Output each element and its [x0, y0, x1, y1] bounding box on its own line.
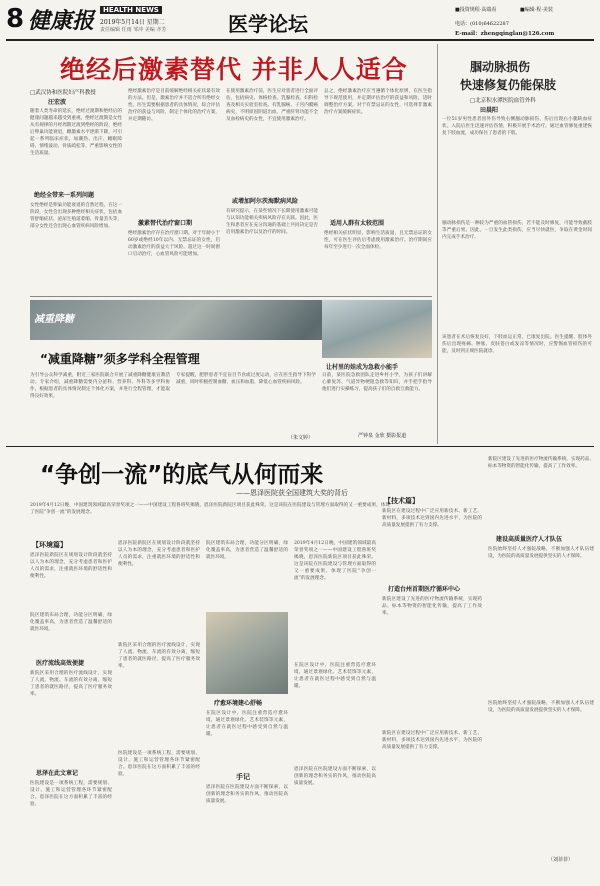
email: E-mail：zhengqinglan@126.com [455, 31, 555, 37]
date-line: 2019年5月14日 星期二 [100, 19, 165, 26]
feature-photo [206, 612, 288, 694]
article-subhead: 绝经全带来一系列问题 [34, 192, 95, 199]
feature-subtitle: ——恩泽医院获全国建筑大奖的背后 [236, 489, 348, 497]
section-title: 医学论坛 [228, 12, 308, 36]
article-subhead: 或增加阿尔茨海默病风险 [232, 198, 299, 205]
feature-subhead: 打造台州首期医疗循环中心 [388, 586, 461, 593]
reduce-title: “减重降糖”须多学科全程管理 [40, 352, 200, 366]
feature-text: 恩泽医院新院区在规划设计阶段就坚持以人为本的理念，充分考虑患者和医护人员的需求，注重就医环境的舒适性和便利性。 [118, 541, 200, 567]
feature-text: 恩泽医院新院区在规划设计阶段就坚持以人为本的理念，充分考虑患者和医护人员的需求，注重就医环境的舒适性和便利性。 [30, 553, 112, 579]
reduce-credit: （朱文婷） [288, 435, 314, 441]
side-byline-name: 田晨阳 [480, 107, 499, 114]
feature-photo-caption: 疗愈环境建心舒畅 [214, 700, 263, 707]
side-article-text: 腘动脉损伤是一种较为严重的血管损伤，若不能及时修复，可能导致截肢等严重后果。因此，一旦发生此类损伤，应当尽快就医，争取在黄金时间内完成手术治疗。 [442, 221, 592, 240]
feature-text: 医院建设是一项系统工程，需要规划、设计、施工和运营管理各环节紧密配合。恩泽医院在这方面积累了丰富的经验。 [30, 781, 112, 807]
feature-text: 在院区设计中，医院注重营造疗愈环境，通过景观绿化、艺术装饰等元素，让患者在就医过程中感受到自然与温暖。 [294, 663, 376, 689]
side-article-text: 该患者在术后恢复良好，下肢血运正常，已康复出院。医生提醒，肢体外伤后出现疼痛、肿胀、皮肤苍白或发凉等情况时，应警惕血管损伤的可能，及时到正规医院就诊。 [442, 335, 592, 354]
feature-text: 新院区采用合理的医疗流线设计，实现了人流、物流、车流的有效分离，缩短了患者的就医路径，提高了医疗服务效率。 [30, 671, 112, 697]
feature-text: 新院区建设了先进的医疗物流传输系统，实现药品、标本等物资的智能化传输，提高了工作效率。 [382, 597, 482, 616]
masthead-rule [6, 39, 594, 41]
article-text: 绝经激素治疗是目前缓解绝经相关症状最有效的方法。但是，激素治疗并不适合所有绝经女性。医生需要根据患者的具体情况，综合评估治疗的获益与风险，制定个体化的治疗方案，并定期随访。 [128, 89, 220, 122]
feature-credit: （刘菲菲） [548, 857, 574, 863]
side-subtitle: 快速修复仍能保肢 [460, 78, 557, 92]
feature-subhead: 手记 [236, 773, 250, 781]
side-title: 腘动脉损伤 [470, 60, 531, 74]
article-text: 绝经相关症状明显、影响生活质量，且无禁忌证的女性，可在医生评估后考虑使用激素治疗。治疗期间应每年至少进行一次全面体检。 [324, 231, 432, 250]
feature-text: 2019年4月12日晚，中国建筑领域最高荣誉奖项之一——中国建设工程鲁班奖揭晓，恩泽医院新院区项目获此殊荣。这是该院在医院建设与管理方面取得的又一重要成果，体现了医院“争创一流”的发展理念。 [294, 541, 376, 581]
kids-caption: 让村里的娃成为急救小能手 [326, 364, 399, 371]
feature-text: 院区建筑布局合理，功能分区明确，绿化覆盖率高，为患者营造了温馨舒适的就医环境。 [30, 613, 112, 632]
section-label-env: 【环境篇】 [32, 541, 67, 549]
article-text: 有研究提示，在某些情况下长期使用激素可能与认知功能相关疾病风险存在关联。因此，医生和患者应在充分沟通的基础上共同决定是否启用激素治疗以及治疗的时间。 [226, 209, 318, 235]
feature-rule [30, 296, 432, 297]
main-headline: 绝经后激素替代 并非人人适合 [60, 55, 408, 84]
feature-text: 在院区设计中，医院注重营造疗愈环境，通过景观绿化、艺术装饰等元素，让患者在就医过程中感受到自然与温暖。 [206, 711, 288, 737]
article-subhead: 激素替代治疗窗口期 [138, 220, 193, 227]
side-article-text: 一位51岁男性患者因外伤导致右侧腘动脉损伤，伤后出现右小腿缺血症状。入院后医生迅速评估伤情，积极开展手术治疗，通过血管修复重建恢复下肢血流，成功保住了患者的下肢。 [442, 117, 592, 136]
feature-text: 医院始终坚持人才强院战略，不断加强人才队伍建设，为医院的高质量发展提供坚实的人才保障。 [488, 547, 594, 559]
reduce-text: 专家提醒，肥胖患者不宜盲目节食或过度运动，应在医生指导下科学减重，同时积极控制血糖、血压和血脂，降低心血管疾病风险。 [176, 373, 316, 385]
article-text: 绝经激素治疗存在治疗窗口期。对于年龄小于60岁或绝经10年以内、无禁忌证的女性，启动激素治疗的获益大于风险。超过这一时间窗口启动治疗，心血管风险可能增加。 [128, 231, 220, 257]
feature-subhead: 建设高质量医疗人才队伍 [496, 536, 563, 543]
reduce-label: 减重降糖 [34, 314, 74, 325]
feature-text: 恩泽医院在医院建设方面不断探索，以创新的理念和务实的作风，推动医院高质量发展。 [294, 767, 376, 786]
feature-lead: 2019年4月12日晚，中国建筑领域最高荣誉奖项之一——中国建设工程鲁班奖揭晓，恩泽医院新院区项目获此殊荣。这是该院在医院建设与管理方面取得的又一重要成果，体现了医院“争创一流”的发展理念。 [30, 503, 390, 515]
article-text: 总之，绝经激素治疗应当遵循个体化原则，在医生指导下规范使用，并定期评估治疗的获益和风险，适时调整治疗方案。对于有禁忌证的女性，可选择非激素治疗方案缓解症状。 [324, 89, 432, 115]
page-number: 8 [6, 4, 25, 34]
paper-name: 健康报 [28, 9, 95, 34]
feature-text: 医院始终坚持人才强院战略，不断加强人才队伍建设，为医院的高质量发展提供坚实的人才保障。 [488, 701, 594, 713]
section-label-tech: 【技术篇】 [384, 497, 419, 505]
header-right-item: ■编辑·程·美装 [520, 7, 553, 13]
feature-subhead: 医疗流线高效便捷 [36, 660, 85, 667]
editor-line: 责任编辑 任雨 邹冲 美编 齐芳 [100, 27, 167, 33]
kids-photo [322, 300, 432, 358]
side-divider [437, 44, 438, 444]
feature-text: 新院区在建设过程中广泛应用新技术、新工艺、新材料，多项技术达到国内先进水平，为医院的高质量发展提供了有力支撑。 [382, 731, 482, 750]
feature-text: 院区建筑布局合理，功能分区明确，绿化覆盖率高，为患者营造了温馨舒适的就医环境。 [206, 541, 288, 560]
feature-text: 新院区采用合理的医疗流线设计，实现了人流、物流、车流的有效分离，缩短了患者的就医路径，提高了医疗服务效率。 [118, 643, 200, 669]
article-subhead: 适用人群有太较范围 [330, 220, 385, 227]
feature-top-rule [6, 446, 594, 447]
paper-name-en: HEALTH NEWS [100, 6, 162, 14]
reduce-text: 为引导公众科学减重，附近三家医院联合开展了减重降糖健康宣教活动。专家介绍，减重降糖需要内分泌科、营养科、外科等多学科协作，根据患者的具体情况制定个体化方案，并进行全程管理，才能取得良好效果。 [30, 373, 170, 399]
kids-text: 日前，某医院急救团队走进乡村小学，为孩子们讲解心肺复苏、气道异物梗阻急救等知识，并手把手指导他们进行实操练习，提高孩子们的自救互救能力。 [322, 373, 432, 392]
header-right-item: ■投资规程·高端看 [455, 7, 497, 13]
byline-name: 汪宏波 [48, 99, 67, 106]
feature-text: 医院建设是一项系统工程，需要规划、设计、施工和运营管理各环节紧密配合。恩泽医院在这方面积累了丰富的经验。 [118, 751, 200, 777]
feature-text: 新院区在建设过程中广泛应用新技术、新工艺、新材料，多项技术达到国内先进水平，为医院的高质量发展提供了有力支撑。 [382, 509, 482, 528]
article-text: 随着人类寿命的延长，绝经过渡期和绝经后的健康问题越来越受到重视。绝经过渡期是女性从有规律的月经周期过渡到绝经的阶段，绝经后卵巢功能衰退，雌激素水平逐渐下降，可引起一系列临床症状，如潮热、出汗、睡眠障碍、情绪波动、骨质疏松等，严重影响女性的生活质量。 [30, 109, 122, 156]
feature-text: 恩泽医院在医院建设方面不断探索，以创新的理念和务实的作风，推动医院高质量发展。 [206, 785, 288, 804]
byline-org: □武汉协和医院妇产科教授 [30, 90, 96, 96]
feature-text: 新院区建设了先进的医疗物流传输系统，实现药品、标本等物资的智能化传输，提高了工作效率。 [488, 457, 594, 469]
article-text: 在使用激素治疗前，医生应对患者进行全面评估，包括病史、体格检查、乳腺检查、妇科检查及相关实验室检查。有乳腺癌、子宫内膜癌病史，不明原因阴道出血，严重肝肾功能不全及血栓病史的女性，不宜使用激素治疗。 [226, 89, 318, 122]
phone: 电话：(010)64622287 [455, 21, 509, 27]
feature-subhead: 思泽在此文章记 [36, 770, 79, 777]
masthead [0, 0, 600, 40]
article-text: 女性绝经是卵巢功能衰退的自然过程。在这一阶段，女性会出现多种绝经相关症状，包括血管舒缩症状、泌尿生殖道萎缩、骨量丢失等，部分女性还会出现心血管疾病风险增加。 [30, 203, 122, 229]
side-byline-org: □北京积水潭医院血管外科 [470, 98, 536, 104]
feature-title: “争创一流”的底气从何而来 [40, 462, 324, 488]
kids-credit: 严钟泉 金欣 摄影报道 [358, 433, 407, 439]
